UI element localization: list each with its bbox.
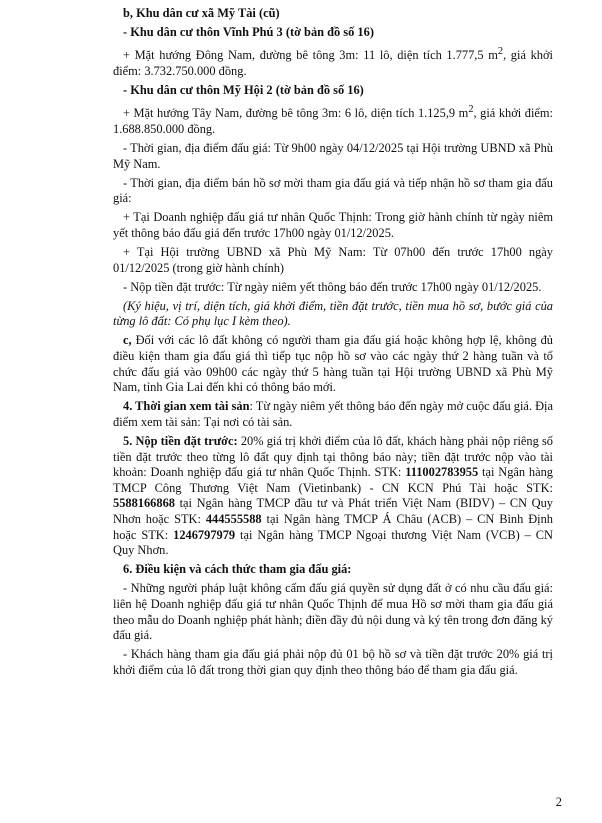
text: , giá khởi điểm: 3.732.750.000 đồng. xyxy=(113,48,553,78)
paragraph-note: (Ký hiệu, vị trí, diện tích, giá khởi điểm, tiền đặt trước, tiền mua hồ sơ, bước giá của từng lô đất: Có phụ lục I kèm theo). xyxy=(113,298,553,329)
paragraph-section-4 xyxy=(113,399,553,430)
page-number: 2 xyxy=(555,795,562,810)
superscript: 2 xyxy=(468,104,474,116)
section-heading: 5. Nộp tiền đặt trước: xyxy=(123,434,238,448)
paragraph-my-hoi-2 xyxy=(113,102,553,137)
text: : Từ ngày niêm yết thông báo đến ngày mở cuộc đấu giá. Địa điểm xem tài sản: Tại nơi có tài sản. xyxy=(113,399,553,429)
account-number: 1246797979 xyxy=(173,527,236,542)
paragraph-vinh-phu-3 xyxy=(113,44,553,79)
paragraph-sale-2: + Tại Hội trường UBND xã Phù Mỹ Nam: Từ 07h00 đến trước 17h00 ngày 01/12/2025 (trong giờ hành chính) xyxy=(113,244,553,275)
document-body xyxy=(113,6,553,682)
account-number: 111002783955 xyxy=(405,465,479,480)
text: + Mặt hướng Đông Nam, đường bê tông 3m: 11 lô, diện tích 1.777,5 m xyxy=(123,48,498,63)
text: tại Ngân hàng TMCP Công Thương Việt Nam (Vietinbank) - CN KCN Phú Tài hoặc STK: xyxy=(113,465,554,495)
heading-b: b, Khu dân cư xã Mỹ Tài (cũ) xyxy=(123,6,280,20)
paragraph-sale-1: + Tại Doanh nghiệp đấu giá tư nhân Quốc Thịnh: Trong giờ hành chính từ ngày niêm yết thông báo đấu giá đến trước 17h00 ngày 01/12/2025. xyxy=(113,210,553,240)
paragraph-c xyxy=(113,333,553,395)
text: tại Ngân hàng TMCP Á Châu (ACB) – CN Bình Định hoặc STK: xyxy=(113,511,553,542)
heading-section-6: 6. Điều kiện và cách thức tham gia đấu giá: xyxy=(123,562,352,577)
superscript: 2 xyxy=(497,46,504,58)
paragraph-time-place: - Thời gian, địa điểm đấu giá: Từ 9h00 ngày 04/12/2025 tại Hội trường UBND xã Phù Mỹ Nam. xyxy=(113,140,553,171)
paragraph-section-5 xyxy=(113,434,553,559)
text: + Mặt hướng Tây Nam, đường bê tông 3m: 6 lô, diện tích 1.125,9 m xyxy=(123,106,469,121)
text: , giá khởi điểm: 1.688.850.000 đồng. xyxy=(113,106,553,136)
account-number: 444555588 xyxy=(205,511,262,526)
text: tại Ngân hàng TMCP Ngoại thương Việt Nam (VCB) – CN Quy Nhơn. xyxy=(113,527,554,558)
text: 20% giá trị khởi điểm của lô đất, khách hàng phải nộp riêng số tiền đặt trước theo từng lô đất quy định tại thông báo này; tiền đặt trước nộp vào tài khoản: Doanh nghiệp đấu giá tư nhân Quốc Thịnh. STK: xyxy=(113,434,553,480)
paragraph-sale-time: - Thời gian, địa điểm bán hồ sơ mời tham gia đấu giá và tiếp nhận hồ sơ tham gia đấu giá: xyxy=(113,175,553,206)
heading-my-hoi-2: - Khu dân cư thôn Mỹ Hội 2 (tờ bản đồ số 16) xyxy=(123,83,364,97)
paragraph-section-6-2: - Khách hàng tham gia đấu giá phải nộp đủ 01 bộ hồ sơ và tiền đặt trước 20% giá trị khởi điểm của lô đất trong thời gian quy định theo thông báo để tham gia đấu giá. xyxy=(113,647,553,677)
label: c, xyxy=(123,333,132,348)
text: tại Ngân hàng TMCP đầu tư và Phát triển Việt Nam (BIDV) – CN Quy Nhơn hoặc STK: xyxy=(113,496,553,526)
section-heading: 4. Thời gian xem tài sản xyxy=(123,399,250,414)
account-number: 5588166868 xyxy=(113,496,175,511)
paragraph-deposit-time: - Nộp tiền đặt trước: Từ ngày niêm yết thông báo đến trước 17h00 ngày 01/12/2025. xyxy=(123,279,542,294)
heading-vinh-phu-3: - Khu dân cư thôn Vĩnh Phú 3 (tờ bản đồ số 16) xyxy=(123,25,374,40)
text: Đối với các lô đất không có người tham gia đấu giá hoặc không hợp lệ, không đủ điều kiện tham gia đấu giá thì tiếp tục nộp hồ sơ vào các ngày thứ 2 hàng tuần và tổ chức đấu giá vào 09h00 các ngày thứ 5 hàng tuần tại Hội trường UBND xã Phù Mỹ Nam, tỉnh Gia Lai đến khi có thông báo mới. xyxy=(113,333,553,395)
paragraph-section-6-1: - Những người pháp luật không cấm đấu giá quyền sử dụng đất ở có nhu cầu đấu giá: liên hệ Doanh nghiệp đấu giá tư nhân Quốc Thịnh để mua Hồ sơ mời tham gia đấu giá theo mẫu do Doanh nghiệp phát hành; điền đầy đủ nội dung và ký tên trong đơn đăng ký đấu giá. xyxy=(113,581,553,643)
